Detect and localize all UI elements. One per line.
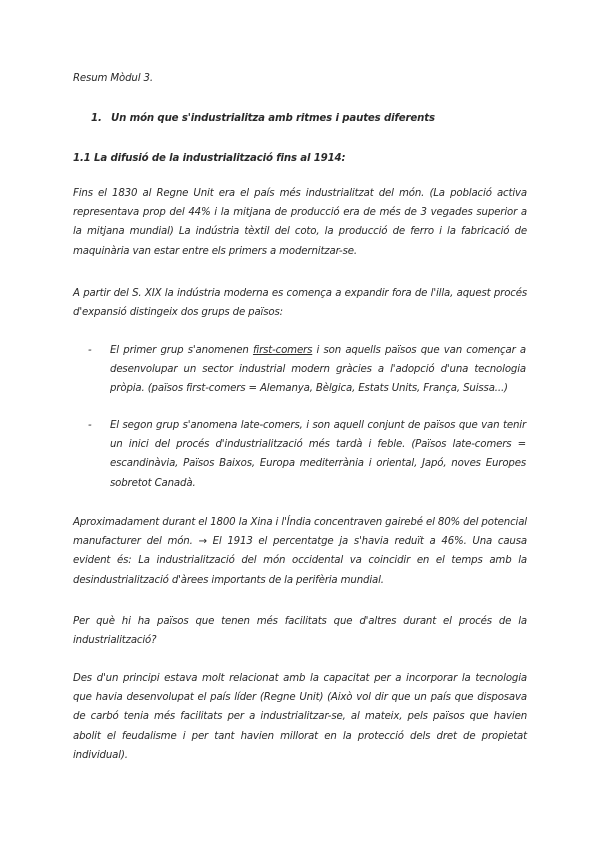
section-number: 1. [91, 113, 102, 124]
list-item-text-end: i son aquells països que van començar a desenvolupar un sector industrial modern gràcies a l'adopció d'una tecnologia pròpia. (països first-comers = Alemanya, Bèlgica, Estats Units, França, Suissa...) [110, 345, 526, 395]
paragraph-expansion: A partir del S. XIX la indústria moderna es comença a expandir fora de l'illa, aquest procés d'expansió distingeix dos grups de països: [73, 288, 527, 319]
subsection-heading: 1.1 La difusió de la industrialització fins al 1914: [73, 153, 346, 164]
list-item-text: El segon grup s'anomena late-comers, i son aquell conjunt de països que van tenir un inici del procés d'industrialització més tardà i feble. (Països late-comers = escandinàvia, Països Baixos, Europa mediterrània i oriental, Japó, noves Europes sobretot Canadà. [110, 420, 526, 489]
bullet-marker: - [88, 345, 92, 356]
paragraph-question: Per què hi ha països que tenen més facilitats que d'altres durant el procés de la industrialització? [73, 616, 527, 647]
section-heading [91, 110, 435, 128]
document-header: Resum Mòdul 3. [73, 73, 153, 84]
paragraph-uk-industrialization: Fins el 1830 al Regne Unit era el país més industrialitzat del món. (La població activa representava prop del 44% i la mitjana de producció era de més de 3 vegades superior a la mitjana mundial) La indústria tèxtil del coto, la producció de ferro i la fabricació de maquinària van estar entre els primers a modernitzar-se. [73, 188, 527, 257]
section-title: Un món que s'industrialitza amb ritmes i pautes diferents [111, 113, 435, 124]
list-item-text-start: El primer grup s'anomenen [110, 345, 253, 356]
list-item-text [110, 341, 526, 399]
first-comers-term: first-comers [252, 345, 313, 356]
paragraph-china-india: Aproximadament durant el 1800 la Xina i l'Índia concentraven gairebé el 80% del potencial manufacturer del món. → El 1913 el percentatge ja s'havia reduït a 46%. Una causa evident és: La industrialització del món occidental va coincidir en el temps amb la desindustrialització d'àrees importants de la perifèria mundial. [73, 517, 527, 586]
bullet-marker: - [88, 420, 92, 431]
paragraph-technology: Des d'un principi estava molt relacionat amb la capacitat per a incorporar la tecnologia que havia desenvolupat el país líder (Regne Unit) (Això vol dir que un país que disposava de carbó tenia més facilitats per a industrialitzar-se, al mateix, pels països que havien abolit el feudalisme i per tant havien millorat en la protecció dels dret de propietat individual). [73, 673, 527, 761]
